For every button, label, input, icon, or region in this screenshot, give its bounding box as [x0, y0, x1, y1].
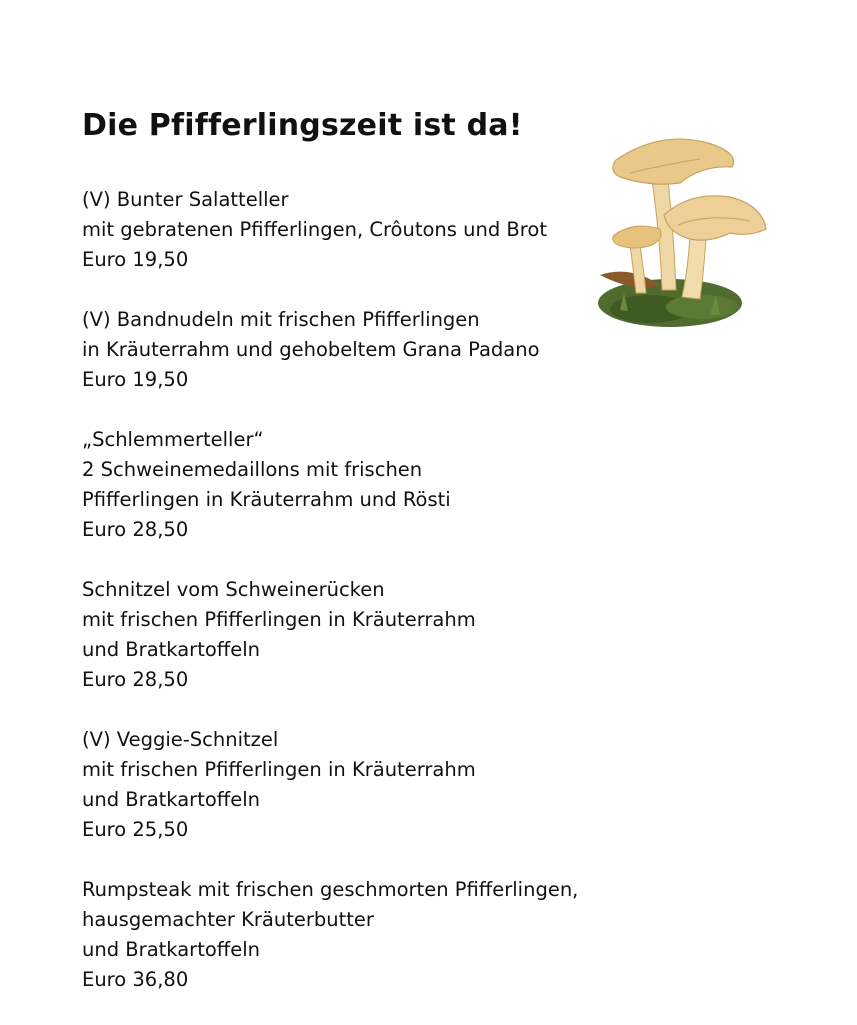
chanterelle-mushroom-icon	[590, 125, 780, 340]
dish-price: Euro 28,50	[82, 518, 189, 541]
dish-item	[82, 575, 642, 695]
dish-price: Euro 25,50	[82, 818, 189, 841]
dish-description: und Bratkartoffeln	[82, 638, 260, 661]
dish-item	[82, 725, 642, 845]
dish-description: mit gebratenen Pfifferlingen, Crôutons und Brot	[82, 218, 547, 241]
dish-item	[82, 305, 642, 395]
dish-name: Rumpsteak mit frischen geschmorten Pfifferlingen,	[82, 878, 579, 901]
dish-description: Pfifferlingen in Kräuterrahm und Rösti	[82, 488, 451, 511]
dish-description: 2 Schweinemedaillons mit frischen	[82, 458, 423, 481]
dish-name: Schnitzel vom Schweinerücken	[82, 578, 385, 601]
dish-list	[82, 185, 642, 1025]
dish-name: (V) Veggie-Schnitzel	[82, 728, 279, 751]
dish-name: „Schlemmerteller“	[82, 428, 264, 451]
dish-description: und Bratkartoffeln	[82, 938, 260, 961]
dish-name: (V) Bandnudeln mit frischen Pfifferlingen	[82, 308, 480, 331]
dish-item	[82, 185, 642, 275]
dish-name: (V) Bunter Salatteller	[82, 188, 289, 211]
dish-description: hausgemachter Kräuterbutter	[82, 908, 374, 931]
dish-item	[82, 875, 642, 995]
dish-price: Euro 19,50	[82, 248, 189, 271]
dish-price: Euro 19,50	[82, 368, 189, 391]
dish-price: Euro 28,50	[82, 668, 189, 691]
dish-item	[82, 425, 642, 545]
page-title: Die Pfifferlingszeit ist da!	[82, 108, 523, 143]
dish-description: in Kräuterrahm und gehobeltem Grana Padano	[82, 338, 540, 361]
dish-description: mit frischen Pfifferlingen in Kräuterrahm	[82, 758, 476, 781]
dish-price: Euro 36,80	[82, 968, 189, 991]
dish-description: mit frischen Pfifferlingen in Kräuterrahm	[82, 608, 476, 631]
dish-description: und Bratkartoffeln	[82, 788, 260, 811]
